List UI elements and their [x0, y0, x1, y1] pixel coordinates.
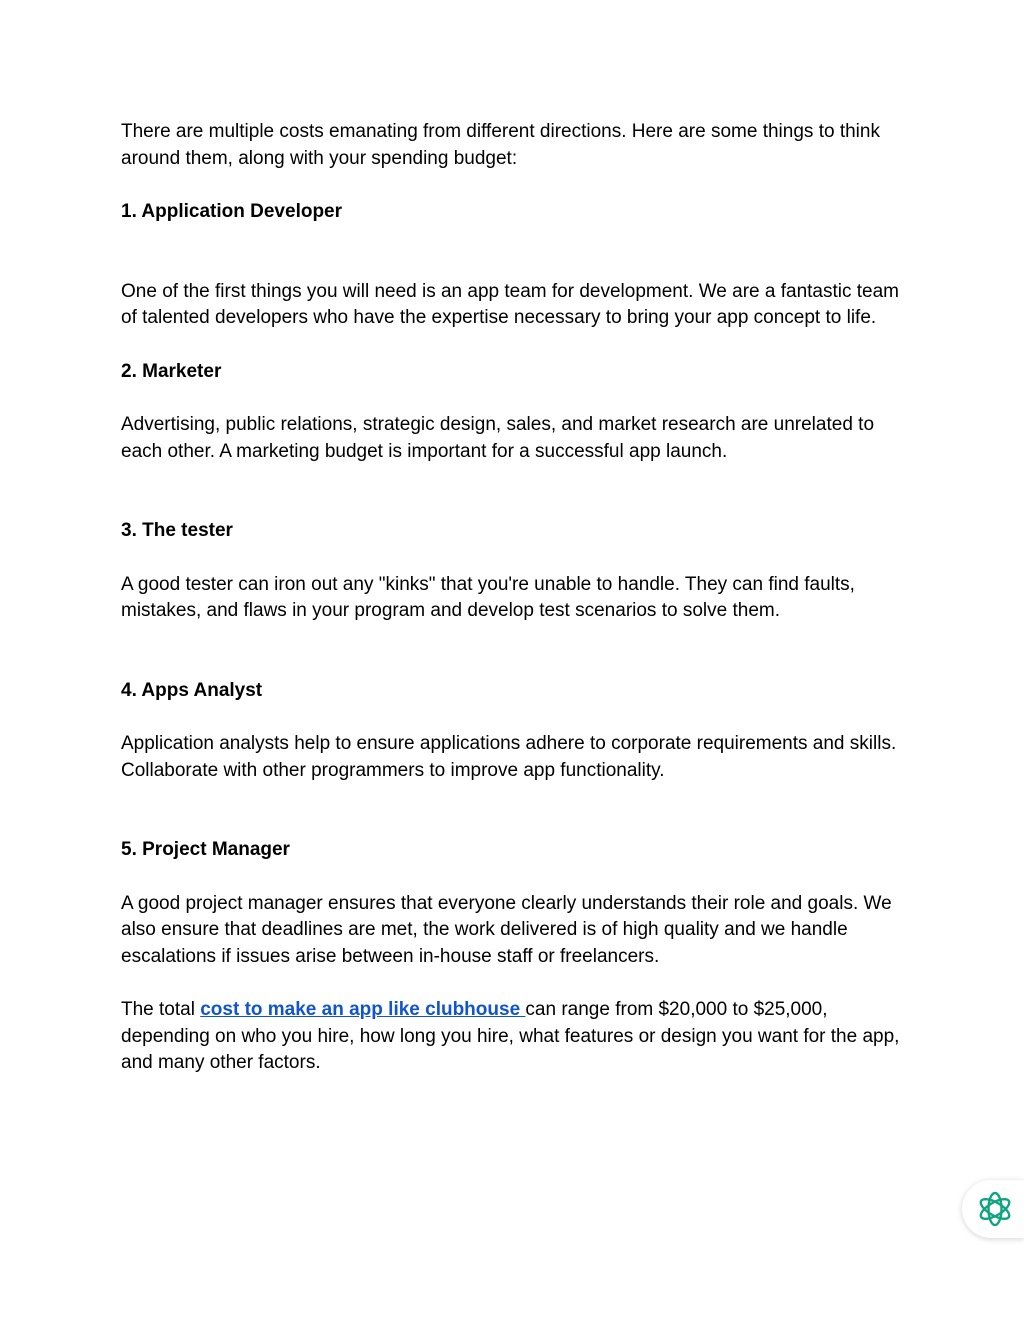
- spacer: [121, 545, 911, 572]
- spacer: [121, 332, 911, 359]
- intro-paragraph: There are multiple costs emanating from different directions. Here are some things to think around them, along with your spending budget:: [121, 121, 880, 169]
- section-heading-project-manager: 5. Project Manager: [121, 839, 290, 860]
- section-body-marketer: Advertising, public relations, strategic design, sales, and market research are unrelated to each other. A marketing budget is important for a successful app launch.: [121, 414, 875, 462]
- spacer: [121, 970, 911, 997]
- section-heading-apps-analyst: 4. Apps Analyst: [121, 679, 263, 701]
- spacer: [121, 704, 911, 731]
- ai-assistant-flower-icon: [975, 1189, 1015, 1229]
- spacer: [121, 172, 911, 199]
- spacer: [121, 226, 911, 279]
- closing-text-after-link: can range from $20,000 to $25,000, depending on who you hire, how long you hire, what features or design you want for the app, and many other factors.: [121, 999, 900, 1073]
- section-heading-marketer: 2. Marketer: [121, 360, 222, 382]
- spacer: [121, 864, 911, 891]
- spacer: [121, 625, 911, 678]
- closing-paragraph: [121, 997, 911, 1077]
- section-body-project-manager: A good project manager ensures that everyone clearly understands their role and goals. We also ensure that deadlines are met, the work delivered is of high quality and we handle escalations if issues arise between in-house staff or freelancers.: [121, 892, 892, 967]
- closing-text-before-link: The total: [121, 999, 201, 1020]
- section-heading-application-developer: 1. Application Developer: [121, 201, 343, 222]
- spacer: [121, 385, 911, 412]
- spacer: [121, 465, 911, 518]
- section-body-application-developer: One of the first things you will need is an app team for development. We are a fantastic team of talented developers who have the expertise necessary to bring your app concept to life.: [121, 280, 900, 328]
- clubhouse-cost-link[interactable]: cost to make an app like clubhouse: [200, 999, 526, 1020]
- ai-assistant-button[interactable]: [962, 1180, 1024, 1238]
- document-page: [121, 119, 911, 1077]
- spacer: [121, 784, 911, 837]
- section-heading-tester: 3. The tester: [121, 520, 233, 541]
- section-body-apps-analyst: Application analysts help to ensure applications adhere to corporate requirements and skills. Collaborate with other programmers to improve app functionality.: [121, 733, 897, 781]
- section-body-tester: A good tester can iron out any "kinks" that you're unable to handle. They can find faults, mistakes, and flaws in your program and develop test scenarios to solve them.: [121, 573, 855, 621]
